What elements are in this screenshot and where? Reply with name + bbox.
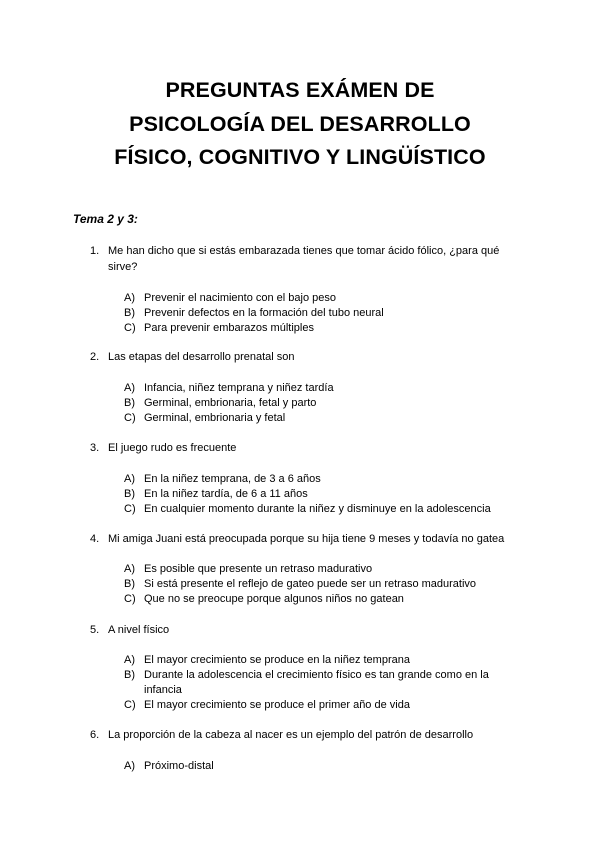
question-2 <box>0 350 600 366</box>
option-label: A) <box>124 382 135 394</box>
document-title <box>0 74 600 175</box>
option-text: Germinal, embrionaria y fetal <box>144 412 286 424</box>
option-label: C) <box>124 412 136 424</box>
option-label: A) <box>124 760 135 772</box>
question-number: 6. <box>90 729 100 741</box>
option-label: C) <box>124 699 136 711</box>
option-5b <box>0 668 600 698</box>
question-5 <box>0 623 600 639</box>
question-1 <box>0 244 600 276</box>
question-text: El juego rudo es frecuente <box>108 442 237 454</box>
option-1b <box>0 306 600 321</box>
option-text: Durante la adolescencia el crecimiento físico es tan grande como en la infancia <box>144 669 489 696</box>
question-text: Las etapas del desarrollo prenatal son <box>108 351 295 363</box>
title-line-3: FÍSICO, COGNITIVO Y LINGÜÍSTICO <box>114 145 486 169</box>
option-text: Prevenir el nacimiento con el bajo peso <box>144 292 337 304</box>
option-label: C) <box>124 593 136 605</box>
option-label: A) <box>124 654 135 666</box>
question-number: 2. <box>90 351 100 363</box>
option-label: B) <box>124 488 135 500</box>
option-3a <box>0 472 600 487</box>
option-1c <box>0 321 600 336</box>
option-text: En la niñez tardía, de 6 a 11 años <box>144 488 308 500</box>
option-label: C) <box>124 503 136 515</box>
option-5c <box>0 698 600 713</box>
option-label: B) <box>124 307 135 319</box>
option-label: A) <box>124 292 135 304</box>
option-label: A) <box>124 473 135 485</box>
question-6 <box>0 728 600 744</box>
option-label: A) <box>124 563 135 575</box>
question-text: Mi amiga Juani está preocupada porque su hija tiene 9 meses y todavía no gatea <box>108 533 505 545</box>
option-6a <box>0 759 600 774</box>
option-label: C) <box>124 322 136 334</box>
option-text: Es posible que presente un retraso madurativo <box>144 563 373 575</box>
option-3b <box>0 487 600 502</box>
option-text: En la niñez temprana, de 3 a 6 años <box>144 473 321 485</box>
option-text: El mayor crecimiento se produce en la niñez temprana <box>144 654 410 666</box>
question-number: 5. <box>90 624 100 636</box>
option-4a <box>0 562 600 577</box>
question-number: 4. <box>90 533 100 545</box>
question-text: A nivel físico <box>108 624 170 636</box>
question-3 <box>0 441 600 457</box>
option-text: Si está presente el reflejo de gateo puede ser un retraso madurativo <box>144 578 477 590</box>
option-text: Próximo-distal <box>144 760 214 772</box>
option-text: Para prevenir embarazos múltiples <box>144 322 314 334</box>
question-4 <box>0 532 600 548</box>
question-number: 3. <box>90 442 100 454</box>
option-5a <box>0 653 600 668</box>
option-2c <box>0 411 600 426</box>
option-text: Germinal, embrionaria, fetal y parto <box>144 397 317 409</box>
option-4c <box>0 592 600 607</box>
option-text: Prevenir defectos en la formación del tubo neural <box>144 307 384 319</box>
title-line-1: PREGUNTAS EXÁMEN DE <box>165 78 435 102</box>
question-text: Me han dicho que si estás embarazada tienes que tomar ácido fólico, ¿para qué sirve? <box>108 245 500 273</box>
title-line-2: PSICOLOGÍA DEL DESARROLLO <box>129 111 471 136</box>
option-4b <box>0 577 600 592</box>
question-text: La proporción de la cabeza al nacer es un ejemplo del patrón de desarrollo <box>108 729 474 741</box>
option-text: En cualquier momento durante la niñez y disminuye en la adolescencia <box>144 503 491 515</box>
option-label: B) <box>124 669 135 681</box>
option-text: Que no se preocupe porque algunos niños no gatean <box>144 593 404 605</box>
option-2a <box>0 381 600 396</box>
option-3c <box>0 502 600 517</box>
section-label: Tema 2 y 3: <box>73 212 138 226</box>
option-1a <box>0 291 600 306</box>
option-2b <box>0 396 600 411</box>
option-label: B) <box>124 578 135 590</box>
question-number: 1. <box>90 245 100 257</box>
option-text: Infancia, niñez temprana y niñez tardía <box>144 382 334 394</box>
option-text: El mayor crecimiento se produce el primer año de vida <box>144 699 410 711</box>
option-label: B) <box>124 397 135 409</box>
